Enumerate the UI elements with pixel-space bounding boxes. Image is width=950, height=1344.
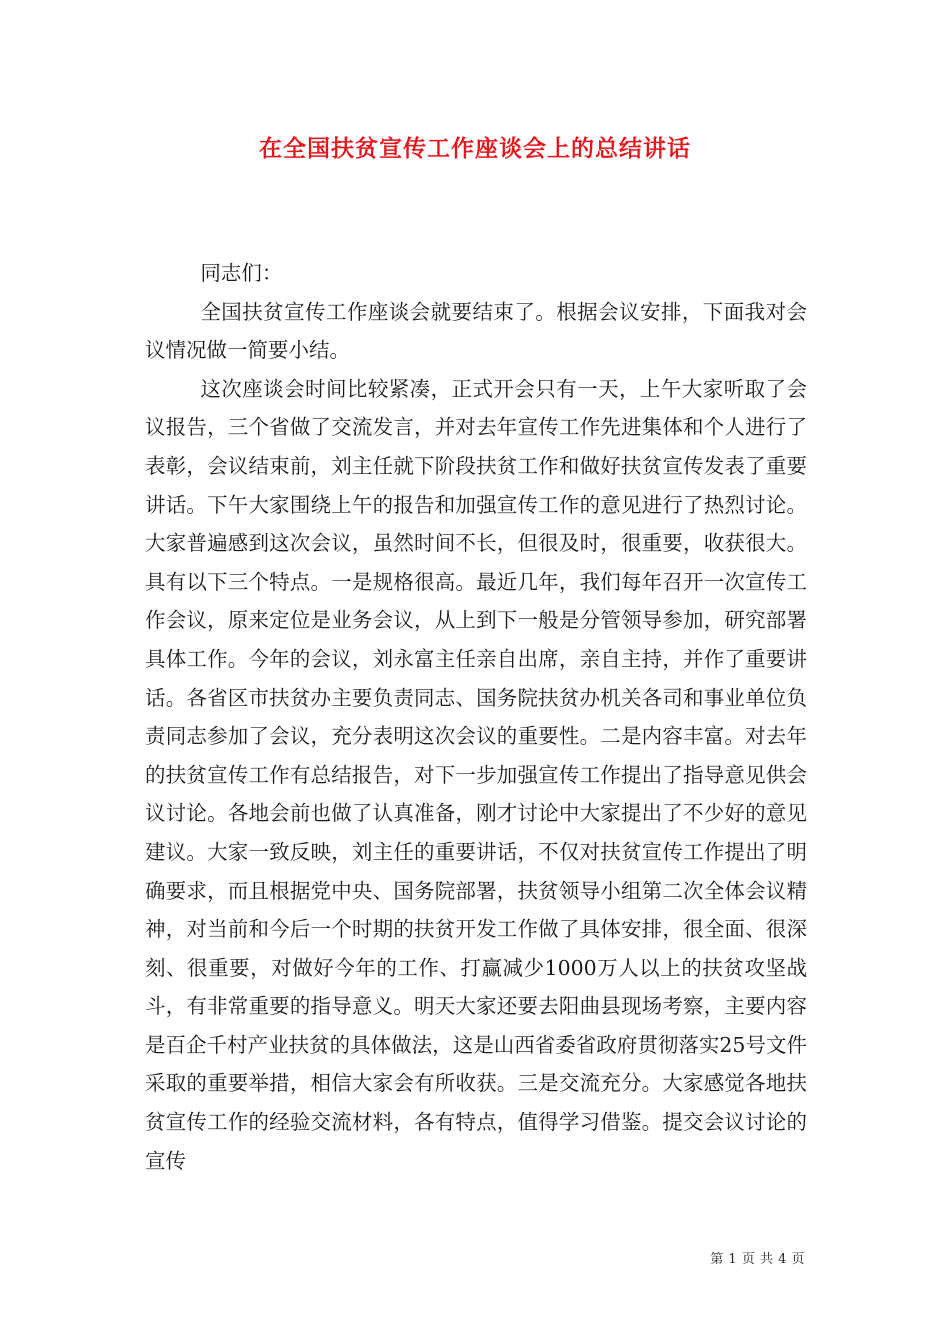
page-number-footer: 第 1 页 共 4 页 xyxy=(710,1252,805,1267)
paragraph-2: 这次座谈会时间比较紧凑，正式开会只有一天，上午大家听取了会议报告，三个省做了交流发言，并对去年宣传工作先进集体和个人进行了表彰，会议结束前，刘主任就下阶段扶贫工作和做好扶贫宣传发表了重要讲话。下午大家围绕上午的报告和加强宣传工作的意见进行了热烈讨论。大家普遍感到这次会议，虽然时间不长，但很及时，很重要，收获很大。具有以下三个特点。一是规格很高。最近几年，我们每年召开一次宣传工作会议，原来定位是业务会议，从上到下一般是分管领导参加，研究部署具体工作。今年的会议，刘永富主任亲自出席，亲自主持，并作了重要讲话。各省区市扶贫办主要负责同志、国务院扶贫办机关各司和事业单位负责同志参加了会议，充分表明这次会议的重要性。二是内容丰富。对去年的扶贫宣传工作有总结报告，对下一步加强宣传工作提出了指导意见供会议讨论。各地会前也做了认真准备，刚才讨论中大家提出了不少好的意见建议。大家一致反映，刘主任的重要讲话，不仅对扶贫宣传工作提出了明确要求，而且根据党中央、国务院部署，扶贫领导小组第二次全体会议精神，对当前和今后一个时期的扶贫开发工作做了具体安排，很全面、很深刻、很重要，对做好今年的工作、打赢减少1000万人以上的扶贫攻坚战斗，有非常重要的指导意义。明天大家还要去阳曲县现场考察，主要内容是百企千村产业扶贫的具体做法，这是山西省委省政府贯彻落实25号文件采取的重要举措，相信大家会有所收获。三是交流充分。大家感觉各地扶贫宣传工作的经验交流材料，各有特点，值得学习借鉴。提交会议讨论的宣传 xyxy=(145,376,807,1173)
document-title: 在全国扶贫宣传工作座谈会上的总结讲话 xyxy=(259,136,691,162)
paragraph-1: 全国扶贫宣传工作座谈会就要结束了。根据会议安排，下面我对会议情况做一简要小结。 xyxy=(145,299,807,363)
salutation: 同志们： xyxy=(200,261,283,285)
document-body xyxy=(145,254,807,1180)
